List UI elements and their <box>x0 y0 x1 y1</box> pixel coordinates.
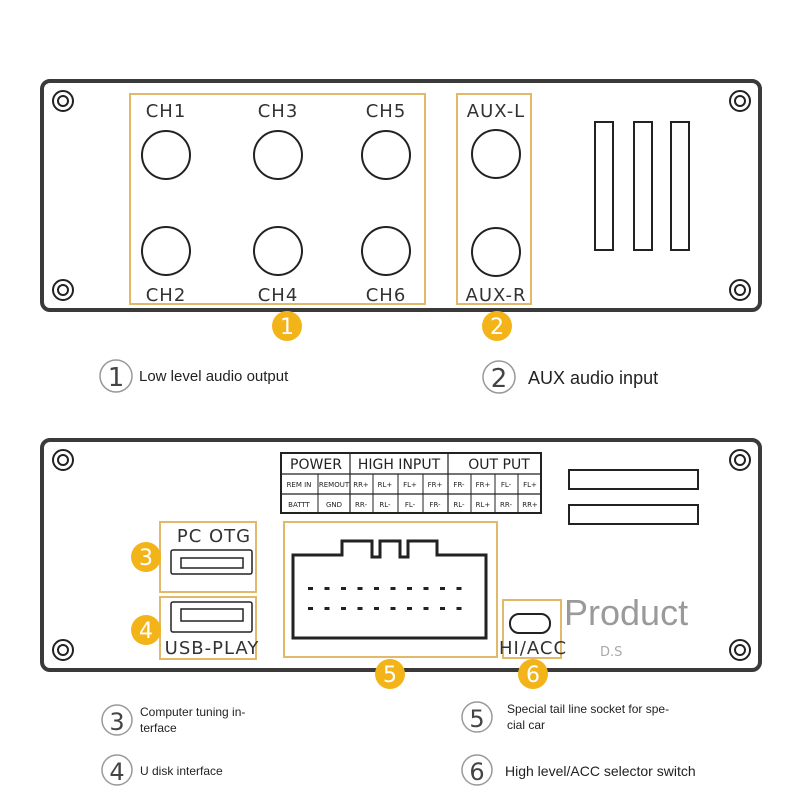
connector-pin <box>391 587 396 590</box>
connector-pin <box>457 607 462 610</box>
table-header-power: POWER <box>290 457 342 473</box>
legend-text: High level/ACC selector switch <box>505 763 696 779</box>
ch5-label: CH5 <box>365 101 407 122</box>
table-cell: GND <box>325 501 343 509</box>
legend-text: Special tail line socket for spe- <box>507 702 670 716</box>
ch4-label: CH4 <box>257 285 299 306</box>
connector-pin <box>407 607 412 610</box>
aux-r-label: AUX-R <box>465 285 527 306</box>
svg-text:6: 6 <box>526 663 540 688</box>
connector-pin <box>341 607 346 610</box>
product-watermark: Product <box>564 592 689 633</box>
aux-l-label: AUX-L <box>466 101 526 122</box>
ch3-label: CH3 <box>257 101 299 122</box>
svg-text:2: 2 <box>490 315 504 340</box>
legend-text: Low level audio output <box>139 368 289 385</box>
badge-3 <box>131 542 161 572</box>
connector-pin <box>440 607 445 610</box>
legend-item-4 <box>102 755 223 786</box>
table-cell: FR+ <box>475 481 491 489</box>
connector-pin <box>341 587 346 590</box>
table-cell: RR- <box>500 501 512 509</box>
svg-text:4: 4 <box>139 619 153 644</box>
legend-text: U disk interface <box>140 764 223 778</box>
table-cell: BATTT <box>288 501 310 509</box>
legend-item-2 <box>483 361 658 394</box>
table-cell: FL+ <box>523 481 537 489</box>
connector-pin <box>374 587 379 590</box>
table-cell: FL+ <box>403 481 417 489</box>
pin-table <box>281 453 541 513</box>
legend-number: 5 <box>469 705 485 733</box>
connector-pin <box>374 607 379 610</box>
table-cell: RL- <box>379 501 391 509</box>
table-cell: RL+ <box>475 501 491 509</box>
legend-item-5 <box>462 702 669 733</box>
usb-play-label: USB-PLAY <box>164 638 260 659</box>
connector-pin <box>457 587 462 590</box>
legend-item-1 <box>100 360 289 393</box>
table-cell: RR+ <box>353 481 369 489</box>
legend-number: 3 <box>109 708 125 736</box>
badge-2 <box>482 311 512 341</box>
table-cell: REM IN <box>286 481 312 489</box>
legend-item-6 <box>462 755 696 786</box>
table-cell: FR- <box>429 501 441 509</box>
top-panel <box>42 81 760 310</box>
hi-acc-label: HI/ACC <box>498 638 568 659</box>
legend-text: AUX audio input <box>528 368 659 388</box>
table-cell: RR+ <box>522 501 538 509</box>
connector-pin <box>308 587 313 590</box>
connector-pin <box>440 587 445 590</box>
svg-text:5: 5 <box>383 663 397 688</box>
connector-pin <box>358 607 363 610</box>
connector-pin <box>424 607 429 610</box>
legend-text: cial car <box>507 718 546 732</box>
svg-text:3: 3 <box>139 546 153 571</box>
table-cell: RL- <box>453 501 465 509</box>
table-cell: REMOUT <box>318 481 350 489</box>
table-cell: RL+ <box>377 481 393 489</box>
connector-pin <box>424 587 429 590</box>
connector-pin <box>391 607 396 610</box>
ch6-label: CH6 <box>365 285 407 306</box>
badge-4 <box>131 615 161 645</box>
legend-number: 1 <box>107 363 125 393</box>
connector-pin <box>358 587 363 590</box>
connector-pin <box>325 607 330 610</box>
watermark-subtext: D.S <box>600 645 623 660</box>
badge-5 <box>375 659 405 689</box>
ch1-label: CH1 <box>145 101 187 122</box>
table-header-high-input: HIGH INPUT <box>357 457 441 473</box>
connector-pin <box>407 587 412 590</box>
svg-text:1: 1 <box>280 315 294 340</box>
pc-otg-label: PC OTG <box>176 526 252 547</box>
table-header-output: OUT PUT <box>468 457 530 473</box>
table-cell: FR+ <box>427 481 443 489</box>
legend-number: 4 <box>109 758 125 786</box>
legend-text: Computer tuning in- <box>140 705 246 719</box>
table-cell: RR- <box>355 501 367 509</box>
legend-number: 6 <box>469 758 485 786</box>
legend-text: terface <box>140 721 177 735</box>
legend-item-3 <box>102 705 245 736</box>
pc-otg-port-tongue <box>181 558 243 568</box>
table-cell: FL- <box>404 501 416 509</box>
connector-pin <box>325 587 330 590</box>
badge-1 <box>272 311 302 341</box>
badge-6 <box>518 659 548 689</box>
connector-pin <box>308 607 313 610</box>
legend-number: 2 <box>490 364 508 394</box>
table-cell: FR- <box>453 481 465 489</box>
usb-play-port-tongue <box>181 609 243 621</box>
hi-acc-switch <box>510 614 550 633</box>
ch2-label: CH2 <box>145 285 187 306</box>
table-cell: FL- <box>500 481 512 489</box>
